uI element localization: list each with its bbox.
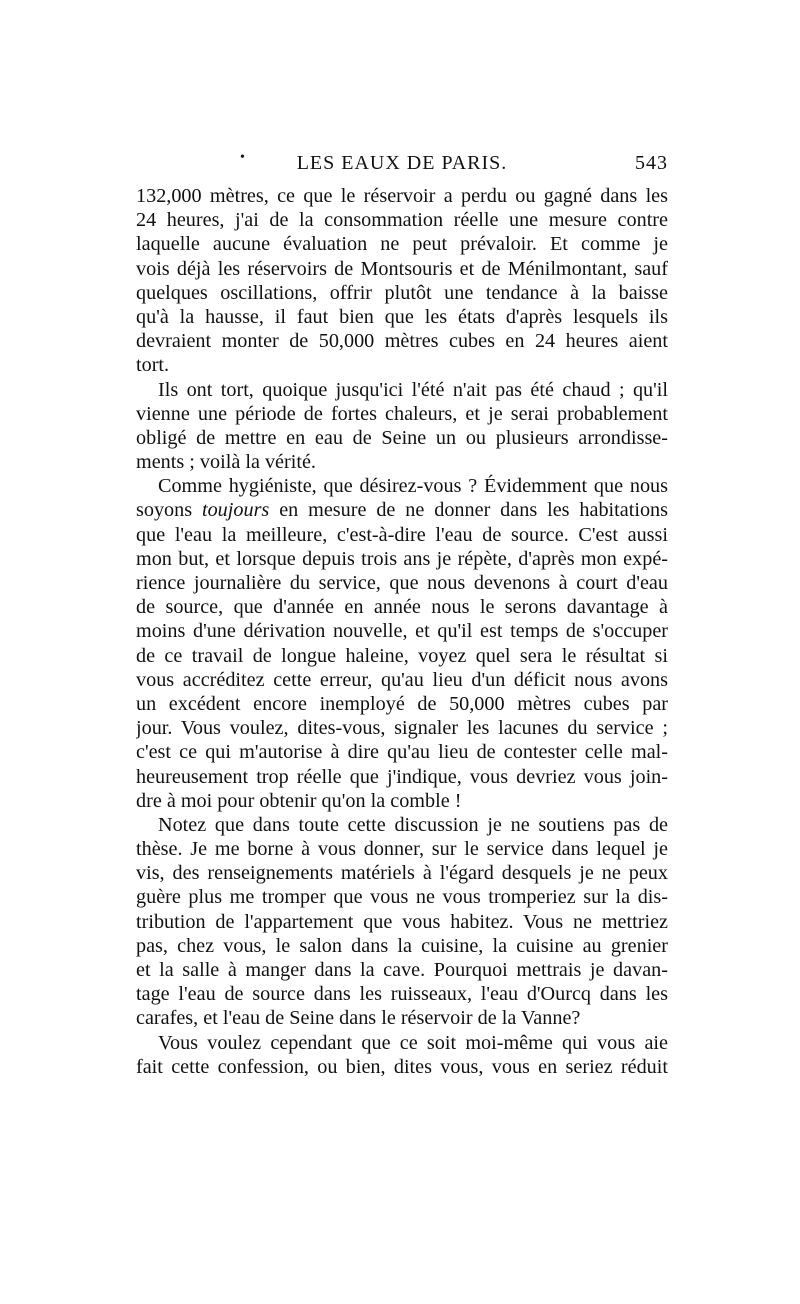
text-line: 132,000 mètres, ce que le réservoir a perdu ou gagné dans les	[136, 185, 668, 207]
text-line: thèse. Je me borne à vous donner, sur le service dans lequel je	[136, 838, 668, 861]
text-line: Notez que dans toute cette discussion je ne soutiens pas de	[158, 813, 668, 836]
text-line: de source, que d'année en année nous le serons davantage à	[136, 596, 668, 619]
text-line: qu'à la hausse, il faut bien que les états d'après lesquels ils	[136, 305, 668, 328]
text-line: devraient monter de 50,000 mètres cubes en 24 heures aient	[136, 330, 668, 353]
italic-word: toujours	[201, 499, 270, 522]
page-number: 543	[635, 152, 668, 174]
text-line: heureusement trop réelle que j'indique, vous devriez vous join-	[136, 765, 668, 788]
text-line: Comme hygiéniste, que désirez-vous ? Évidemment que nous	[158, 475, 668, 498]
text-line: guère plus me tromper que vous ne vous tromperiez sur la dis-	[136, 886, 668, 909]
header-mark: •	[240, 150, 246, 165]
body-text	[136, 184, 668, 1079]
text-line: de ce travail de longue haleine, voyez quel sera le résultat si	[136, 644, 668, 667]
text-line: moins d'une dérivation nouvelle, et qu'il est temps de s'occuper	[136, 620, 668, 643]
text-segment: en mesure de ne donner dans les habitations	[269, 499, 668, 522]
text-line: obligé de mettre en eau de Seine un ou plusieurs arrondisse-	[136, 426, 668, 449]
text-line: tort.	[136, 354, 170, 377]
text-line: et la salle à manger dans la cave. Pourquoi mettrais je davan-	[136, 959, 668, 981]
text-line: c'est ce qui m'autorise à dire qu'au lieu de contester celle mal-	[136, 741, 668, 764]
text-line: vous accréditez cette erreur, qu'au lieu d'un déficit nous avons	[136, 668, 668, 691]
text-line: quelques oscillations, offrir plutôt une tendance à la baisse	[136, 281, 668, 304]
text-line: carafes, et l'eau de Seine dans le réservoir de la Vanne?	[136, 1007, 581, 1030]
text-line: jour. Vous voulez, dites-vous, signaler les lacunes du service ;	[136, 717, 668, 740]
text-line: que l'eau la meilleure, c'est-à-dire l'eau de source. C'est aussi	[136, 523, 668, 546]
text-line: vienne une période de fortes chaleurs, et je serai probablement	[136, 402, 668, 425]
text-line: laquelle aucune évaluation ne peut prévaloir. Et comme je	[136, 233, 668, 256]
text-line: mon but, et lorsque depuis trois ans je répète, d'après mon expé-	[136, 547, 668, 570]
text-line: dre à moi pour obtenir qu'on la comble !	[136, 789, 462, 812]
running-title: LES EAUX DE PARIS.	[296, 152, 508, 174]
text-line	[136, 498, 668, 522]
text-line: tage l'eau de source dans les ruisseaux, l'eau d'Ourcq dans les	[136, 983, 668, 1006]
text-line: rience journalière du service, que nous devenons à court d'eau	[136, 572, 668, 594]
text-line: ments ; voilà la vérité.	[136, 451, 316, 474]
page-header	[136, 152, 668, 182]
text-line: tribution de l'appartement que vous habitez. Vous ne mettriez	[136, 910, 668, 933]
text-line: 24 heures, j'ai de la consommation réelle une mesure contre	[136, 209, 668, 232]
text-line: pas, chez vous, le salon dans la cuisine, la cuisine au grenier	[136, 934, 668, 957]
text-line: Ils ont tort, quoique jusqu'ici l'été n'ait pas été chaud ; qu'il	[158, 378, 668, 401]
text-line: Vous voulez cependant que ce soit moi-même qui vous aie	[158, 1031, 668, 1054]
text-segment: soyons	[136, 499, 202, 522]
text-line: un excédent encore inemployé de 50,000 mètres cubes par	[136, 692, 668, 715]
text-line: fait cette confession, ou bien, dites vous, vous en seriez réduit	[136, 1055, 668, 1078]
text-line: vis, des renseignements matériels à l'égard desquels je ne peux	[136, 862, 668, 885]
text-line: vois déjà les réservoirs de Montsouris et de Ménilmontant, sauf	[136, 257, 668, 280]
